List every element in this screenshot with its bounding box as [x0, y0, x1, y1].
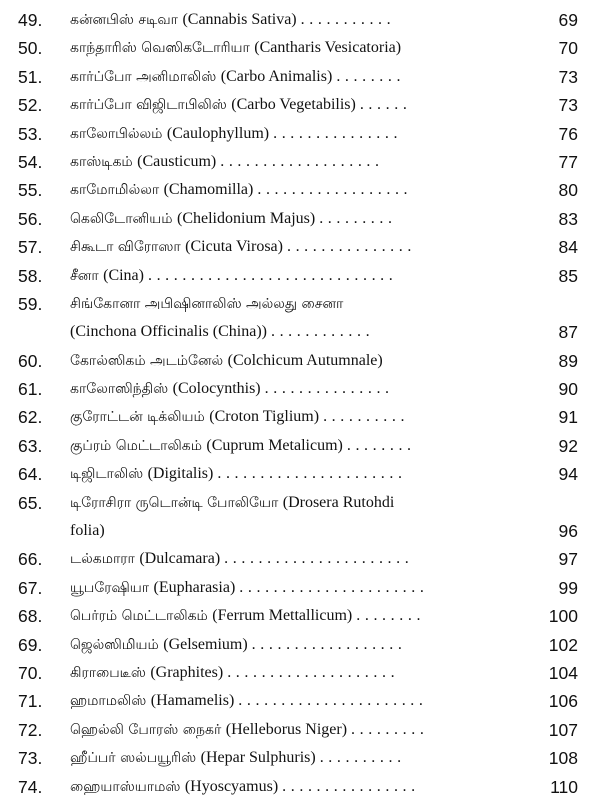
page-number: 77 — [558, 151, 578, 172]
entry-title — [70, 403, 409, 431]
toc-entry — [0, 773, 600, 801]
entry-number: 58. — [18, 265, 43, 286]
entry-title — [70, 91, 411, 119]
dot-leader: ........... — [300, 11, 396, 28]
entry-latin-name: (Chelidonium Majus) — [176, 209, 316, 227]
page-number: 70 — [558, 38, 578, 59]
entry-latin-name: (Cantharis Vesicatoria) — [254, 39, 402, 57]
entry-latin-name: (Dulcamara) — [139, 550, 221, 568]
entry-tamil-name: டல்கமாரா — [70, 551, 135, 568]
toc-row — [0, 403, 600, 431]
entry-tamil-name: கார்ப்போ விஜிடாபிலிஸ் — [70, 97, 227, 114]
entry-number: 61. — [18, 379, 43, 400]
entry-latin-name: (Carbo Vegetabilis) — [231, 96, 356, 114]
table-of-contents — [0, 6, 600, 801]
toc-entry — [0, 489, 600, 546]
entry-tamil-name: சிகூடா விரோஸா — [70, 239, 181, 256]
toc-row — [0, 602, 600, 630]
toc-row — [0, 205, 600, 233]
entry-number: 64. — [18, 464, 43, 485]
entry-number: 53. — [18, 123, 43, 144]
entry-title-continuation — [70, 318, 374, 346]
entry-tamil-name: காலோபில்லம் — [70, 125, 163, 142]
entry-tamil-name: கார்ப்போ அனிமாலிஸ் — [70, 68, 217, 85]
page-number: 99 — [558, 577, 578, 598]
entry-tamil-name: கெலிடோனியம் — [70, 210, 173, 227]
entry-title — [70, 233, 416, 261]
toc-entry — [0, 91, 600, 119]
page-number: 90 — [558, 379, 578, 400]
entry-tamil-name: யூபரேஷியா — [70, 579, 150, 596]
entry-title — [70, 631, 406, 659]
entry-title — [70, 432, 416, 460]
dot-leader: .......... — [319, 749, 406, 767]
page-number: 80 — [558, 180, 578, 201]
toc-entry — [0, 290, 600, 347]
page-number: 89 — [558, 350, 578, 371]
entry-tamil-name: கோல்ஸிகம் அடம்னேல் — [70, 352, 224, 369]
toc-entry — [0, 120, 600, 148]
entry-title — [70, 176, 412, 204]
entry-tamil-name: சிங்கோனா அபிஷினாலிஸ் அல்லது சைனா — [70, 295, 344, 312]
dot-leader: .......... — [323, 408, 410, 426]
page-number: 96 — [558, 521, 578, 542]
entry-tamil-name: ஜெல்ஸிமியம் — [70, 636, 159, 653]
entry-tamil-name: ஹையாஸ்யாமஸ் — [70, 778, 181, 795]
dot-leader: ...................... — [239, 578, 429, 596]
toc-row — [0, 631, 600, 659]
page-number: 73 — [558, 66, 578, 87]
entry-latin-name: (Carbo Animalis) — [220, 67, 333, 85]
entry-latin-name: (Chamomilla) — [163, 181, 254, 199]
toc-entry — [0, 460, 600, 488]
toc-entry — [0, 375, 600, 403]
dot-leader: ......... — [319, 209, 397, 227]
entry-number: 49. — [18, 10, 43, 30]
toc-row — [0, 34, 600, 62]
entry-tamil-name: ஹமாமலிஸ் — [70, 693, 147, 710]
entry-latin-name: (Ferrum Mettallicum) — [212, 607, 353, 625]
entry-tamil-name: ஹெல்லி போரஸ் நைகர் — [70, 721, 222, 738]
dot-leader: ........ — [346, 436, 416, 454]
entry-latin-name: (Hepar Sulphuris) — [200, 749, 316, 767]
page-number: 87 — [558, 322, 578, 343]
toc-row — [0, 716, 600, 744]
entry-latin-name: (Causticum) — [137, 152, 217, 170]
page-number: 100 — [548, 606, 578, 627]
toc-row — [0, 375, 600, 403]
dot-leader: ............... — [273, 124, 403, 142]
toc-row — [0, 120, 600, 148]
entry-number: 65. — [18, 492, 43, 513]
entry-title — [70, 545, 413, 573]
entry-title — [70, 347, 383, 375]
entry-title — [70, 148, 384, 176]
entry-tamil-name: குப்ரம் மெட்டாலிகம் — [70, 437, 202, 454]
entry-latin-name: (Cicuta Virosa) — [185, 238, 283, 256]
page-number: 94 — [558, 464, 578, 485]
entry-tamil-name: கன்னபிஸ் சடிவா — [70, 12, 178, 28]
entry-number: 60. — [18, 350, 43, 371]
toc-entry — [0, 403, 600, 431]
toc-entry — [0, 574, 600, 602]
entry-title — [70, 120, 402, 148]
page-number: 69 — [558, 10, 578, 30]
entry-number: 51. — [18, 66, 43, 87]
dot-leader: ...... — [359, 96, 412, 114]
dot-leader: .................. — [251, 635, 407, 653]
page-number: 85 — [558, 265, 578, 286]
dot-leader: ......... — [351, 720, 429, 738]
entry-tamil-name: சீனா — [70, 267, 99, 284]
entry-tamil-name: டிரோசிரா ருடொன்டி போலியோ — [70, 494, 279, 511]
dot-leader: ...................... — [224, 550, 414, 568]
entry-number: 54. — [18, 151, 43, 172]
toc-row — [0, 6, 600, 34]
entry-tamil-name: குரோட்டன் டிக்லியம் — [70, 409, 205, 426]
toc-entry — [0, 432, 600, 460]
toc-row — [0, 148, 600, 176]
entry-number: 62. — [18, 407, 43, 428]
toc-row-continuation — [0, 318, 600, 346]
toc-row — [0, 262, 600, 290]
toc-entry — [0, 63, 600, 91]
entry-latin-name: (Croton Tiglium) — [209, 408, 320, 426]
toc-entry — [0, 716, 600, 744]
page-number: 83 — [558, 208, 578, 229]
entry-title — [70, 659, 399, 687]
entry-title-continuation — [70, 517, 105, 545]
entry-number: 73. — [18, 748, 43, 769]
dot-leader: ........ — [356, 607, 426, 625]
dot-leader: ............... — [264, 380, 394, 398]
entry-latin-name: (Cinchona Officinalis (China)) — [70, 323, 267, 341]
entry-number: 50. — [18, 38, 43, 59]
toc-row-continuation — [0, 517, 600, 545]
toc-row — [0, 744, 600, 772]
dot-leader: ............................. — [147, 266, 398, 284]
toc-entry — [0, 744, 600, 772]
toc-row — [0, 290, 600, 318]
entry-number: 52. — [18, 95, 43, 116]
entry-title — [70, 262, 397, 290]
entry-tamil-name: பெர்ரம் மெட்டாலிகம் — [70, 608, 208, 625]
toc-entry — [0, 347, 600, 375]
entry-latin-name: (Cannabis Sativa) — [182, 11, 297, 28]
page-number: 92 — [558, 435, 578, 456]
toc-row — [0, 233, 600, 261]
entry-number: 74. — [18, 776, 43, 797]
entry-title — [70, 63, 405, 91]
toc-row — [0, 432, 600, 460]
page-number: 108 — [548, 748, 578, 769]
dot-leader: ........ — [336, 67, 406, 85]
toc-entry — [0, 687, 600, 715]
toc-entry — [0, 6, 600, 34]
entry-title — [70, 460, 407, 488]
page-number: 110 — [550, 776, 578, 797]
entry-title — [70, 773, 420, 801]
toc-entry — [0, 602, 600, 630]
entry-tamil-name: ஹீப்பர் ஸல்பயூரிஸ் — [70, 750, 197, 767]
entry-latin-name: (Gelsemium) — [163, 635, 248, 653]
toc-row — [0, 347, 600, 375]
entry-latin-name: folia) — [70, 522, 105, 540]
entry-latin-name: (Graphites) — [150, 663, 224, 681]
entry-number: 69. — [18, 634, 43, 655]
entry-latin-name: (Cuprum Metalicum) — [206, 436, 343, 454]
entry-number: 57. — [18, 237, 43, 258]
entry-tamil-name: காந்தாரிஸ் வெஸிகடோரியா — [70, 40, 250, 57]
toc-row — [0, 687, 600, 715]
toc-row — [0, 460, 600, 488]
toc-row — [0, 545, 600, 573]
dot-leader: ................... — [220, 152, 384, 170]
entry-tamil-name: காஸ்டிகம் — [70, 153, 133, 170]
entry-latin-name: (Caulophyllum) — [166, 124, 270, 142]
page-number: 104 — [548, 662, 578, 683]
entry-tamil-name: காமோமில்லா — [70, 182, 160, 199]
entry-tamil-name: டிஜிடாலிஸ் — [70, 466, 144, 483]
toc-row — [0, 659, 600, 687]
page-number: 106 — [548, 691, 578, 712]
entry-latin-name: (Helleborus Niger) — [225, 720, 348, 738]
entry-number: 70. — [18, 662, 43, 683]
entry-tamil-name: கிராபைடீஸ் — [70, 664, 146, 681]
toc-row — [0, 63, 600, 91]
toc-entry — [0, 233, 600, 261]
entry-number: 59. — [18, 293, 43, 314]
page-number: 107 — [548, 719, 578, 740]
entry-title — [70, 687, 428, 715]
entry-number: 55. — [18, 180, 43, 201]
entry-latin-name: (Hyoscyamus) — [184, 777, 279, 795]
entry-title — [70, 716, 428, 744]
dot-leader: ............... — [286, 238, 416, 256]
entry-number: 66. — [18, 549, 43, 570]
toc-row — [0, 176, 600, 204]
entry-number: 71. — [18, 691, 43, 712]
toc-entry — [0, 631, 600, 659]
page-number: 91 — [558, 407, 578, 428]
entry-latin-name: (Colchicum Autumnale) — [227, 351, 383, 369]
page-number: 73 — [558, 95, 578, 116]
entry-latin-name: (Cina) — [103, 266, 144, 284]
entry-tamil-name: காலோஸிந்திஸ் — [70, 381, 169, 398]
entry-title — [70, 6, 395, 34]
toc-row — [0, 773, 600, 801]
entry-title — [70, 205, 397, 233]
page-number: 102 — [548, 634, 578, 655]
toc-entry — [0, 34, 600, 62]
toc-entry — [0, 176, 600, 204]
entry-title — [70, 34, 401, 62]
entry-title — [70, 290, 343, 318]
entry-title — [70, 574, 428, 602]
dot-leader: ...................... — [217, 465, 407, 483]
toc-row — [0, 91, 600, 119]
toc-entry — [0, 262, 600, 290]
entry-number: 68. — [18, 606, 43, 627]
toc-entry — [0, 205, 600, 233]
entry-latin-name: (Colocynthis) — [172, 380, 261, 398]
page-number: 97 — [558, 549, 578, 570]
entry-number: 67. — [18, 577, 43, 598]
dot-leader: ...................... — [238, 692, 428, 710]
toc-entry — [0, 659, 600, 687]
dot-leader: ................ — [282, 777, 420, 795]
entry-latin-name: (Hamamelis) — [150, 692, 235, 710]
toc-entry — [0, 148, 600, 176]
page-number: 76 — [558, 123, 578, 144]
entry-latin-name: (Eupharasia) — [153, 578, 236, 596]
entry-number: 56. — [18, 208, 43, 229]
entry-latin-name: (Drosera Rutohdi — [282, 493, 395, 511]
dot-leader: .................... — [227, 663, 400, 681]
entry-latin-name: (Digitalis) — [147, 465, 214, 483]
toc-row — [0, 489, 600, 517]
toc-row — [0, 574, 600, 602]
dot-leader: ............ — [270, 323, 375, 341]
entry-number: 63. — [18, 435, 43, 456]
dot-leader: .................. — [257, 181, 413, 199]
entry-title — [70, 489, 394, 517]
entry-title — [70, 602, 425, 630]
entry-title — [70, 375, 394, 403]
entry-number: 72. — [18, 719, 43, 740]
entry-title — [70, 744, 406, 772]
page-number: 84 — [558, 237, 578, 258]
toc-entry — [0, 545, 600, 573]
